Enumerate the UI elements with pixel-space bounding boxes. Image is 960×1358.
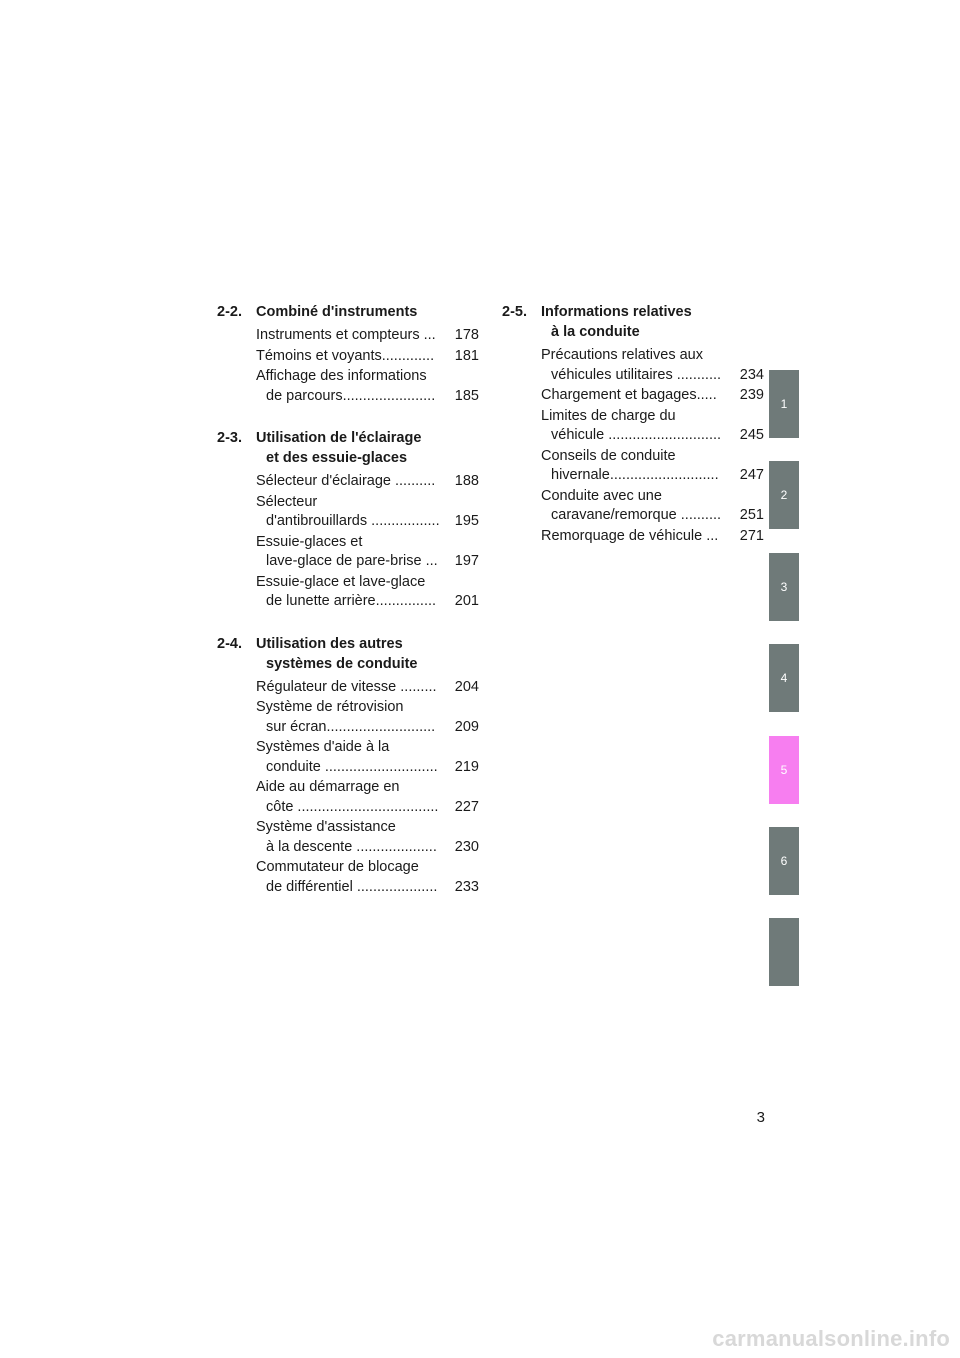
toc-entry-label: de différentiel ....................	[266, 878, 438, 895]
toc-entry[interactable]	[541, 487, 764, 526]
toc-entry[interactable]	[256, 738, 479, 777]
toc-entry-label: Témoins et voyants.............	[256, 347, 435, 364]
chapter-tab-5[interactable]	[769, 736, 799, 804]
toc-entry-page: 230	[454, 838, 479, 855]
section-title: Informations relatives	[541, 304, 692, 320]
section-heading	[502, 302, 764, 342]
chapter-tab-label: 1	[780, 397, 788, 411]
toc-entry-label: de parcours.......................	[266, 387, 436, 404]
toc-entry[interactable]	[256, 778, 479, 817]
toc-entry-label: à la descente ....................	[266, 838, 437, 855]
toc-entry-page: 178	[454, 327, 479, 343]
section-title: à la conduite	[551, 324, 640, 340]
section-heading	[217, 302, 479, 322]
toc-entry-label: Précautions relatives aux	[541, 347, 703, 363]
toc-entry-label: Limites de charge du	[541, 407, 676, 424]
toc-entry-page: 188	[454, 473, 479, 489]
toc-entry-page: 197	[454, 553, 479, 569]
toc-entry[interactable]	[541, 346, 764, 385]
toc-entry-label: Essuie-glaces et	[256, 533, 363, 550]
toc-entry-page: 233	[454, 878, 479, 895]
toc-entry-label: Régulateur de vitesse .........	[256, 678, 437, 695]
toc-column-left	[217, 302, 479, 919]
section-title: Combiné d'instruments	[256, 304, 418, 320]
toc-entry-page: 219	[454, 758, 479, 775]
chapter-tab-index[interactable]	[769, 918, 799, 986]
toc-entry-label: de lunette arrière...............	[266, 593, 437, 609]
toc-section	[502, 302, 764, 546]
chapter-tab-1[interactable]	[769, 370, 799, 438]
section-heading	[217, 634, 479, 674]
toc-entry-label: Commutateur de blocage	[256, 859, 419, 875]
toc-entry-label: Systèmes d'aide à la	[256, 739, 390, 755]
toc-entry-page: 209	[454, 718, 479, 735]
toc-entry-label: d'antibrouillards .................	[266, 513, 440, 529]
toc-entry[interactable]	[256, 818, 479, 857]
chapter-tab-label: 2	[780, 488, 788, 503]
toc-entry-page: 227	[454, 798, 479, 815]
toc-entry-page: 181	[454, 347, 479, 364]
chapter-tab-label: 3	[780, 579, 788, 594]
toc-entry-page: 271	[739, 527, 764, 544]
toc-entry-label: Conduite avec une	[541, 487, 662, 504]
toc-entry[interactable]	[256, 493, 479, 532]
toc-entry-label: côte ...................................	[266, 798, 439, 815]
toc-entry-page: 204	[454, 678, 479, 695]
chapter-tab-4[interactable]	[769, 644, 799, 712]
section-title: systèmes de conduite	[266, 655, 418, 672]
toc-entry-page: 245	[739, 427, 764, 443]
chapter-tab-6[interactable]	[769, 827, 799, 895]
toc-entry[interactable]	[256, 367, 479, 406]
toc-entry-page: 247	[739, 467, 764, 483]
toc-entry-label: Instruments et compteurs ...	[256, 327, 436, 343]
toc-section	[217, 634, 479, 898]
toc-entry[interactable]	[256, 573, 479, 612]
toc-entry-page: 195	[454, 513, 479, 529]
toc-entry-label: Conseils de conduite	[541, 447, 676, 464]
chapter-tab-label: 6	[780, 854, 788, 868]
section-title: Utilisation des autres	[256, 635, 403, 652]
toc-entry[interactable]	[541, 407, 764, 446]
toc-entry-label: caravane/remorque ..........	[551, 507, 722, 523]
section-number: 2-4.	[217, 635, 242, 652]
toc-entry-label: Affichage des informations	[256, 368, 427, 384]
toc-entry-label: Chargement et bagages.....	[541, 387, 717, 403]
toc-entry-page: 251	[739, 507, 764, 523]
toc-entry[interactable]	[256, 472, 479, 492]
toc-entry[interactable]	[541, 386, 764, 406]
section-heading	[217, 428, 479, 468]
section-title: Utilisation de l'éclairage	[256, 430, 422, 446]
toc-entry-label: véhicules utilitaires ...........	[551, 366, 722, 383]
toc-entry[interactable]	[256, 698, 479, 737]
toc-entry-label: conduite ............................	[266, 758, 438, 775]
chapter-tab-label: 4	[780, 671, 788, 686]
section-title: et des essuie-glaces	[266, 450, 408, 466]
toc-entry-label: Système d'assistance	[256, 819, 396, 835]
chapter-tab-2[interactable]	[769, 461, 799, 529]
toc-entry[interactable]	[541, 527, 764, 547]
chapter-tab-label: 5	[780, 762, 788, 777]
toc-entry[interactable]	[256, 347, 479, 367]
toc-entry-label: hivernale...........................	[551, 467, 719, 483]
toc-entry-label: sur écran...........................	[266, 718, 436, 735]
toc-section	[217, 302, 479, 406]
page-number: 3	[756, 1109, 765, 1126]
toc-entry-label: Essuie-glace et lave-glace	[256, 573, 426, 590]
chapter-tab-3[interactable]	[769, 553, 799, 621]
toc-entry[interactable]	[256, 533, 479, 572]
toc-entry-page: 185	[454, 387, 479, 404]
toc-entry-label: lave-glace de pare-brise ...	[266, 553, 438, 569]
toc-entry-label: véhicule ............................	[551, 427, 722, 443]
toc-section	[217, 428, 479, 612]
toc-entry-page: 201	[454, 593, 479, 609]
toc-entry-label: Système de rétrovision	[256, 699, 404, 715]
toc-entry-page: 239	[739, 387, 764, 403]
toc-entry[interactable]	[256, 326, 479, 346]
toc-entry-label: Sélecteur d'éclairage ..........	[256, 473, 436, 489]
section-number: 2-5.	[502, 304, 527, 320]
toc-entry-label: Aide au démarrage en	[256, 779, 400, 795]
toc-entry[interactable]	[541, 447, 764, 486]
toc-entry-label: Remorquage de véhicule ...	[541, 527, 719, 544]
toc-entry-page: 234	[739, 366, 764, 383]
section-number: 2-3.	[217, 430, 242, 446]
toc-column-right	[502, 302, 764, 568]
watermark: carmanualsonline.info	[712, 1326, 950, 1351]
toc-entry[interactable]	[256, 678, 479, 698]
toc-entry-label: Sélecteur	[256, 493, 318, 510]
section-number: 2-2.	[217, 304, 242, 320]
toc-entry[interactable]	[256, 858, 479, 897]
